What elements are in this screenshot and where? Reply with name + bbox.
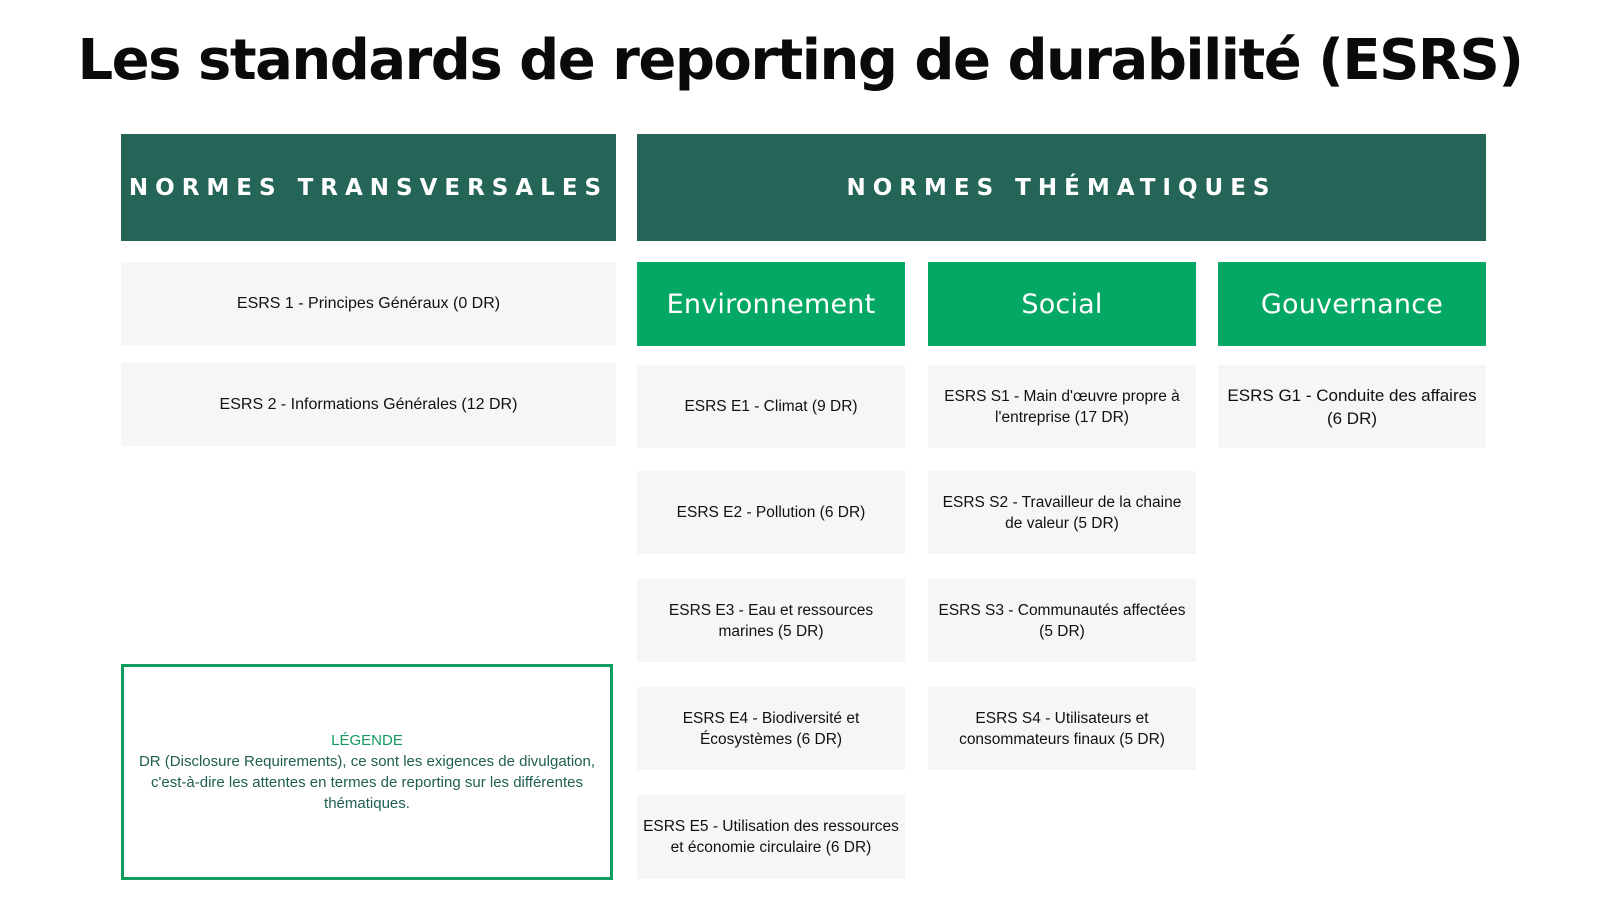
card-esrs-e3: ESRS E3 - Eau et ressources marines (5 DR) xyxy=(637,579,905,662)
card-esrs-s1: ESRS S1 - Main d'œuvre propre à l'entreprise (17 DR) xyxy=(928,365,1196,448)
card-esrs-s2: ESRS S2 - Travailleur de la chaine de valeur (5 DR) xyxy=(928,471,1196,554)
legend-box xyxy=(121,664,613,880)
card-esrs-s3: ESRS S3 - Communautés affectées (5 DR) xyxy=(928,579,1196,662)
card-esrs-e4: ESRS E4 - Biodiversité et Écosystèmes (6 DR) xyxy=(637,687,905,770)
card-esrs-2: ESRS 2 - Informations Générales (12 DR) xyxy=(121,363,616,446)
category-social: Social xyxy=(928,262,1196,346)
header-normes-thematiques: NORMES THÉMATIQUES xyxy=(637,134,1486,241)
category-gouvernance: Gouvernance xyxy=(1218,262,1486,346)
legend-title: LÉGENDE xyxy=(331,732,403,749)
card-esrs-e1: ESRS E1 - Climat (9 DR) xyxy=(637,365,905,448)
card-esrs-e5: ESRS E5 - Utilisation des ressources et économie circulaire (6 DR) xyxy=(637,795,905,879)
card-esrs-s4: ESRS S4 - Utilisateurs et consommateurs finaux (5 DR) xyxy=(928,687,1196,770)
category-environnement: Environnement xyxy=(637,262,905,346)
card-esrs-e2: ESRS E2 - Pollution (6 DR) xyxy=(637,471,905,554)
card-esrs-g1: ESRS G1 - Conduite des affaires (6 DR) xyxy=(1218,365,1486,448)
page-title: Les standards de reporting de durabilité (ESRS) xyxy=(77,28,1523,93)
header-normes-transversales: NORMES TRANSVERSALES xyxy=(121,134,616,241)
card-esrs-1: ESRS 1 - Principes Généraux (0 DR) xyxy=(121,262,616,345)
legend-text: DR (Disclosure Requirements), ce sont les exigences de divulgation, c'est-à-dire les attentes en termes de reporting sur les différentes thématiques. xyxy=(138,753,596,812)
